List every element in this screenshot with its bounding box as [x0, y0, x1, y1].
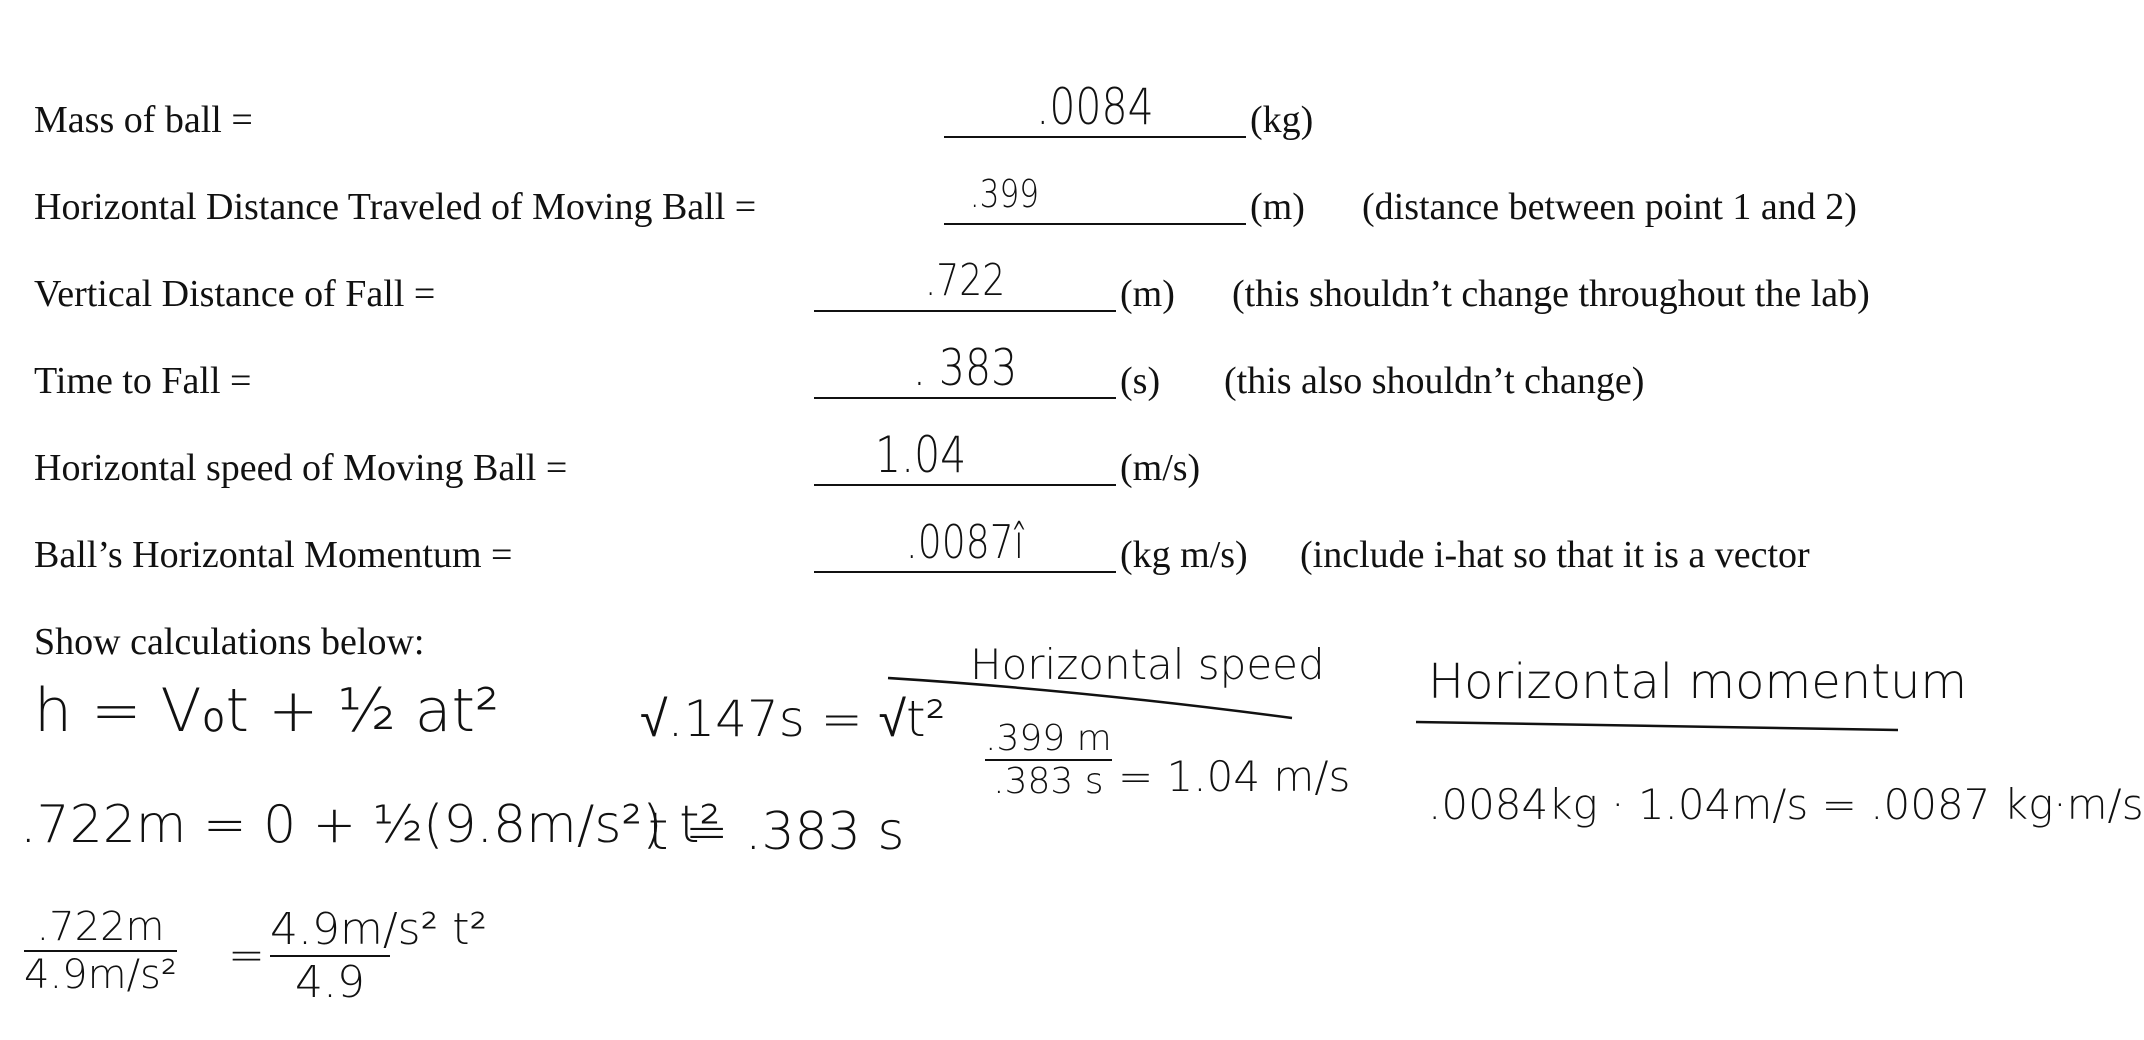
momentum-heading-underline [1416, 722, 1898, 730]
speed-fraction-numerator: .399 m [985, 718, 1112, 759]
fraction-right-numerator: 4.9m/s² t² [270, 904, 488, 955]
square-root-step: √.147s = √t² [640, 690, 946, 748]
momentum-label: Ball’s Horizontal Momentum = [34, 534, 513, 576]
momentum-note: (include i-hat so that it is a vector [1300, 534, 1810, 576]
momentum-answer: .0087î [905, 515, 1025, 569]
fraction-left-numerator: .722m [36, 904, 165, 950]
speed-heading-underline [888, 678, 1292, 718]
kinematic-equation: h = V₀t + ½ at² [34, 676, 500, 746]
horizontal-distance-unit: (m) [1250, 186, 1305, 228]
momentum-equation: .0084kg · 1.04m/s = .0087 kg·m/s [1428, 780, 2144, 829]
time-to-fall-label: Time to Fall = [34, 360, 252, 402]
momentum-unit: (kg m/s) [1120, 534, 1248, 576]
time-to-fall-unit: (s) [1120, 360, 1161, 402]
vertical-distance-answer: .722 [924, 255, 1006, 306]
mass-answer: .0084 [1036, 78, 1154, 136]
fraction-right-denominator: 4.9 [295, 957, 365, 1008]
speed-heading: Horizontal speed [970, 640, 1325, 689]
momentum-heading: Horizontal momentum [1428, 654, 1968, 710]
vertical-distance-unit: (m) [1120, 273, 1175, 315]
horizontal-distance-answer: .399 [969, 172, 1040, 216]
vertical-distance-note: (this shouldn’t change throughout the lab) [1232, 273, 1870, 315]
calculations-heading: Show calculations below: [34, 621, 425, 663]
time-to-fall-note: (this also shouldn’t change) [1224, 360, 1645, 402]
fraction-left-denominator: 4.9m/s² [24, 952, 177, 998]
mass-label: Mass of ball = [34, 99, 253, 141]
fraction-equals: = [228, 930, 265, 981]
vertical-distance-label: Vertical Distance of Fall = [34, 273, 436, 315]
time-result: t = .383 s [648, 802, 905, 862]
mass-unit: (kg) [1250, 99, 1314, 141]
horizontal-distance-label: Horizontal Distance Traveled of Moving Ball = [34, 186, 757, 228]
horizontal-speed-unit: (m/s) [1120, 447, 1201, 489]
horizontal-speed-answer: 1.04 [874, 426, 967, 484]
speed-result: = 1.04 m/s [1118, 752, 1351, 801]
time-to-fall-answer: . 383 [912, 339, 1018, 397]
speed-fraction-denominator: .383 s [993, 761, 1104, 802]
horizontal-distance-note: (distance between point 1 and 2) [1362, 186, 1857, 228]
horizontal-speed-label: Horizontal speed of Moving Ball = [34, 447, 568, 489]
substituted-equation: .722m = 0 + ½(9.8m/s²) t² [20, 795, 721, 855]
